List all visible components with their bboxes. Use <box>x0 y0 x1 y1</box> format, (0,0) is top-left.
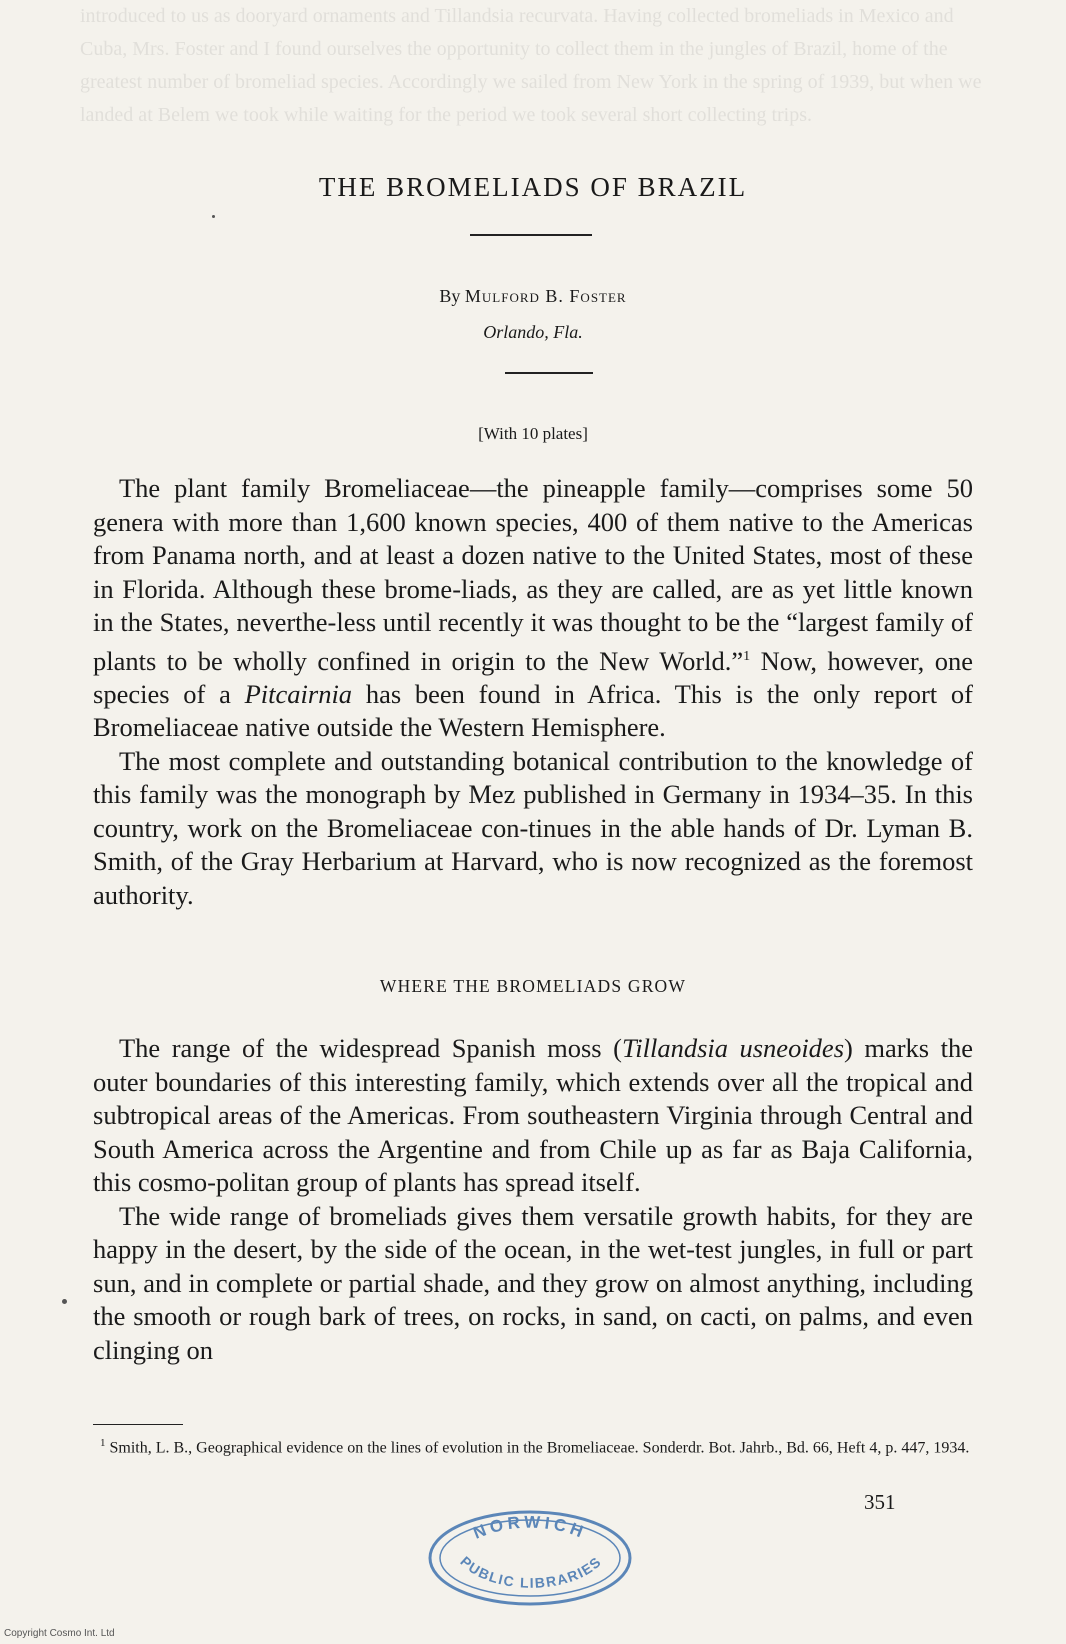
ink-speck <box>62 1299 67 1304</box>
plates-note: [With 10 plates] <box>478 424 588 443</box>
library-stamp <box>425 1508 635 1608</box>
title-rule <box>470 234 592 236</box>
section-text <box>93 1032 973 1367</box>
svg-text:PUBLIC LIBRARIES <box>457 1553 604 1591</box>
author-affiliation: Orlando, Fla. <box>483 322 583 342</box>
paragraph-1-end: has been found in Africa. This is the only report of Bromeliaceae native outside the Western Hemisphere. <box>93 678 973 743</box>
paragraph-1-text: The plant family Bromeliaceae—the pineapple family—comprises some 50 genera with more than 1,600 known species, 400 of them native to the Americas from Panama north, and at least a dozen native to the United States, most of these in Florida. Although these brome-liads, as they are called, are as yet little known in the States, neverthe-less until recently it was thought to be the “largest family of plants to be wholly confined in origin to the New World.” <box>93 473 973 676</box>
byline-rule <box>505 372 593 374</box>
intro-text <box>93 472 973 912</box>
byline-prefix: By <box>439 286 461 306</box>
author-name: Mulford B. Foster <box>464 286 627 306</box>
byline <box>0 286 1066 307</box>
copyright-notice: Copyright Cosmo Int. Ltd <box>4 1628 115 1639</box>
species-name: Tillandsia usneoides <box>621 1033 845 1063</box>
genus-name-pitcairnia: Pitcairnia <box>244 678 353 709</box>
footnote-rule <box>93 1424 183 1425</box>
article-title: THE BROMELIADS OF BRAZIL <box>318 172 748 202</box>
show-through-text: introduced to us as dooryard ornaments and Tillandsia recurvata. Having collected bromeliads in Mexico and Cuba, Mrs. Foster and I found ourselves the opportunity to collect them in the jungles of Brazil, home of the greatest number of bromeliad species. Accordingly we sailed from New York in the spring of 1939, but when we landed at Belem we took while waiting for the period we took several short collecting trips. <box>80 5 982 126</box>
paragraph-3-end: ) marks the outer boundaries of this interesting family, which extends over all the tropical and subtropical areas of the Americas. From southeastern Virginia through Central and South America across the Argentine and from Chile up as far as Baja California, this cosmo-politan group of plants has spread itself. <box>93 1033 973 1197</box>
paragraph-1 <box>93 472 973 745</box>
footnote-text: Smith, L. B., Geographical evidence on the lines of evolution in the Bromeliaceae. Sonderdr. Bot. Jahrb., Bd. 66, Heft 4, p. 447, 1934. <box>109 1439 970 1457</box>
paragraph-3 <box>93 1032 973 1200</box>
footnote-number: 1 <box>100 1437 106 1449</box>
footnote-marker: 1 <box>743 648 751 664</box>
paragraph-2: The most complete and outstanding botanical contribution to the knowledge of this family was the monograph by Mez published in Germany in 1934–35. In this country, work on the Bromeliaceae con-tinues in the able hands of Dr. Lyman B. Smith, of the Gray Herbarium at Harvard, who is now recognized as the foremost authority. <box>93 745 973 910</box>
stamp-text-top: NORWICH <box>470 1512 590 1543</box>
section-heading: WHERE THE BROMELIADS GROW <box>379 976 687 996</box>
footnote <box>100 1432 1000 1459</box>
stamp-text-bottom: PUBLIC LIBRARIES <box>457 1553 605 1591</box>
paragraph-1-continued: Now, however, one species of a <box>93 645 973 709</box>
paragraph-3-start: The range of the widespread Spanish moss ( <box>119 1033 622 1063</box>
paragraph-4: The wide range of bromeliads gives them versatile growth habits, for they are happy in the desert, by the side of the ocean, in the wet-test jungles, in full or part sun, and in complete or partial shade, and they grow on almost anything, including the smooth or rough bark of trees, on rocks, in sand, on cacti, on palms, and even clinging on <box>93 1200 973 1365</box>
ink-speck <box>212 215 215 218</box>
stamp-graphic <box>425 1508 635 1608</box>
page-number: 351 <box>864 1490 896 1514</box>
